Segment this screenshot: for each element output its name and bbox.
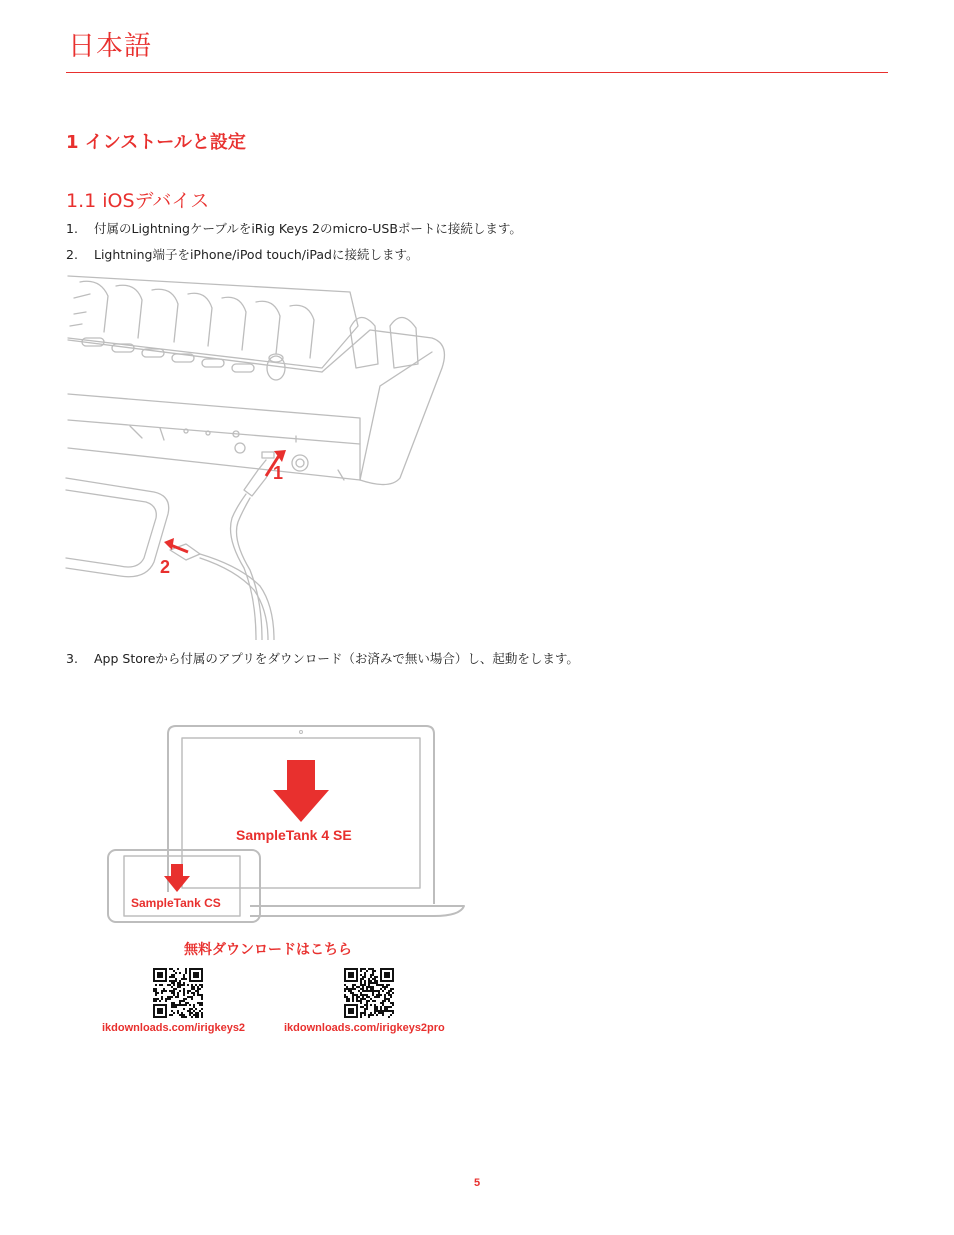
keyboard-connection-illustration [60, 268, 460, 640]
callout-1: 1 [273, 463, 284, 483]
header-divider [66, 72, 888, 73]
download-heading: 無料ダウンロードはこちら [184, 942, 352, 958]
language-title: 日本語 [68, 31, 152, 62]
step-number: 2. [66, 247, 78, 262]
step-number: 1. [66, 221, 78, 236]
phone-app-label: SampleTank CS [131, 896, 221, 910]
callout-2: 2 [160, 557, 171, 577]
step-3 [66, 649, 579, 667]
step-number: 3. [66, 651, 78, 666]
download-link[interactable]: ikdownloads.com/irigkeys2pro [284, 1022, 445, 1034]
qr-code-irigkeys2[interactable] [153, 968, 203, 1018]
laptop-app-label: SampleTank 4 SE [236, 827, 352, 843]
step-text: Lightning端子をiPhone/iPod touch/iPadに接続します。 [94, 247, 419, 262]
subsection-heading: 1.1 iOSデバイス [66, 190, 210, 212]
section-heading: 1 インストールと設定 [66, 132, 246, 153]
qr-code-irigkeys2pro[interactable] [344, 968, 394, 1018]
step-1 [66, 219, 522, 237]
download-link[interactable]: ikdownloads.com/irigkeys2 [102, 1022, 246, 1034]
step-text: 付属のLightningケーブルをiRig Keys 2のmicro-USBポートに接続します。 [94, 221, 522, 236]
page-number: 5 [473, 1177, 481, 1189]
step-2 [66, 245, 419, 263]
step-text: App Storeから付属のアプリをダウンロード（お済みで無い場合）し、起動をします。 [94, 651, 579, 666]
